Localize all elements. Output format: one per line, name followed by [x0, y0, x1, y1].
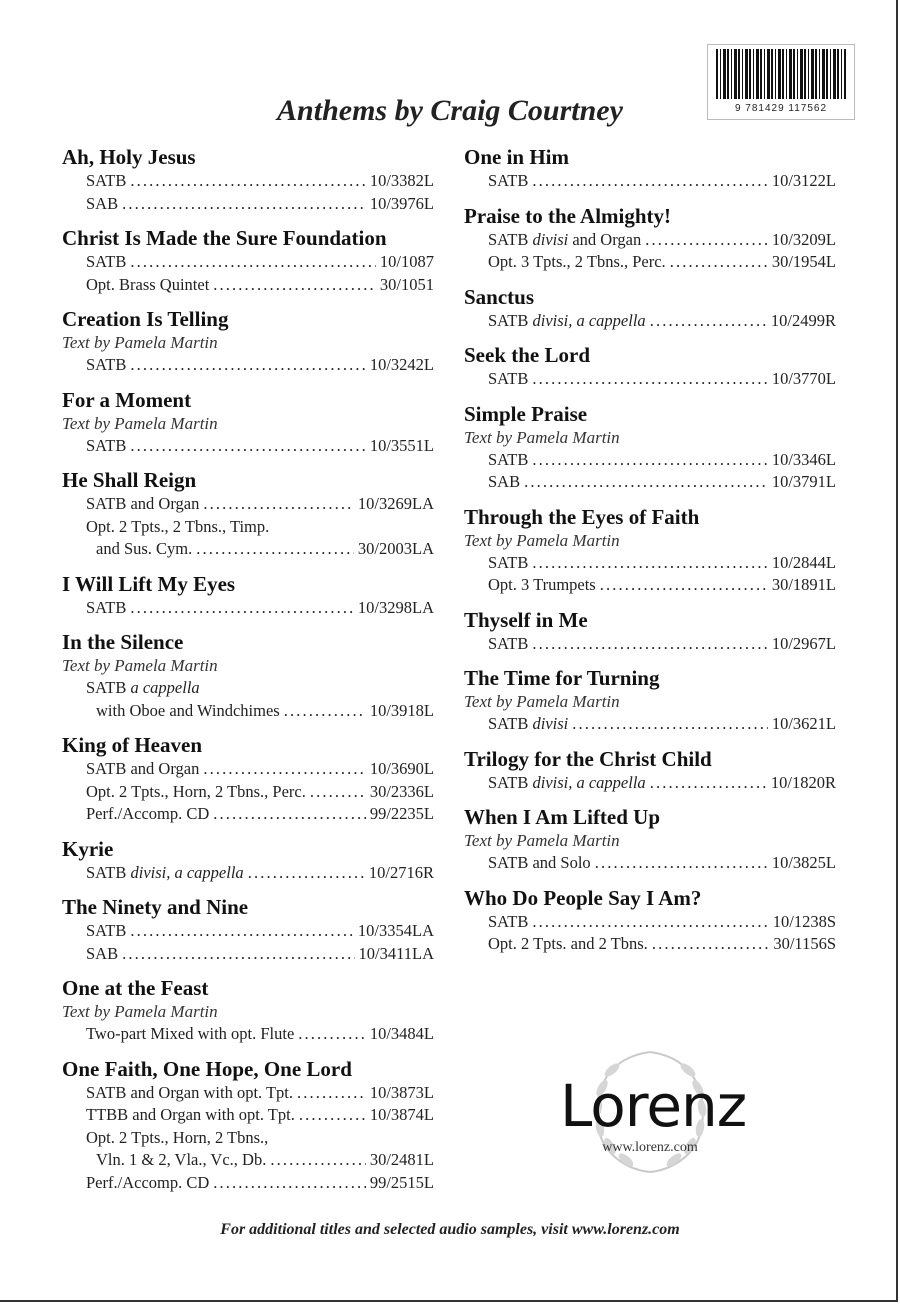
voicing-line [62, 170, 434, 193]
catalog-number: 10/2967L [771, 633, 836, 653]
logo-url: www.lorenz.com [602, 1140, 698, 1155]
voicing-text: Two-part Mixed with opt. Flute [86, 1024, 295, 1043]
voicing-line [62, 597, 434, 620]
anthem-entry [464, 885, 836, 956]
voicing-label [86, 354, 126, 377]
voicing-text: SATB [86, 597, 127, 617]
dot-leader [532, 368, 767, 391]
anthem-title: King of Heaven [62, 733, 202, 757]
anthem-title: Kyrie [62, 836, 114, 861]
catalog-number: 10/3209L [771, 229, 836, 249]
voicing-text: SATB [86, 435, 127, 455]
voicing-line [62, 354, 434, 377]
anthem-entry [62, 467, 434, 561]
anthem-entry [62, 387, 434, 458]
voicing-label [86, 597, 126, 620]
dot-leader [248, 862, 365, 885]
voicing-label [96, 700, 280, 723]
voicing-line [62, 274, 434, 297]
dot-leader [532, 552, 767, 575]
anthem-title: One at the Feast [62, 976, 209, 1000]
voicing-label [86, 1127, 268, 1150]
text-credit: Text by Pamela Martin [464, 831, 620, 850]
voicing-line [464, 251, 836, 274]
catalog-number: 10/1820R [770, 772, 836, 792]
voicing-text: SATB [86, 862, 131, 882]
catalog-number: 10/3484L [369, 1024, 434, 1043]
catalog-number: 30/1051 [379, 274, 434, 294]
voicing-line [464, 471, 836, 494]
dot-leader [532, 911, 768, 934]
voicing-text: SATB [488, 772, 533, 792]
catalog-number: 99/2235L [369, 804, 434, 823]
voicing-line [62, 1104, 434, 1127]
voicing-text: and Sus. Cym. [96, 539, 193, 558]
voicing-text: Perf./Accomp. CD [86, 804, 210, 823]
voicing-italic: divisi, a cappella [130, 862, 244, 882]
anthem-entry [464, 607, 836, 656]
voicing-text: SATB and Organ with opt. Tpt. [86, 1082, 294, 1102]
voicing-line [62, 862, 434, 885]
anthem-title: The Ninety and Nine [62, 895, 249, 919]
dot-leader [213, 803, 366, 826]
anthem-title: For a Moment [62, 387, 192, 412]
catalog-number: 10/3242L [369, 355, 434, 374]
voicing-line [62, 1023, 434, 1046]
anthem-entry [62, 629, 434, 722]
voicing-line [464, 713, 836, 736]
voicing-line [62, 700, 434, 723]
right-column [464, 144, 836, 966]
voicing-line [62, 758, 434, 781]
voicing-label [86, 803, 209, 826]
voicing-label [86, 193, 118, 216]
dot-leader [532, 633, 767, 656]
voicing-text-after: and Organ [568, 229, 642, 249]
catalog-number: 10/3791L [771, 472, 836, 491]
voicing-text: SATB [86, 252, 127, 271]
anthem-title: Praise to the Almighty! [464, 203, 672, 228]
catalog-number: 10/3269LA [357, 494, 434, 513]
anthem-entry [464, 804, 836, 875]
voicing-text: Opt. 2 Tpts., 2 Tbns., Timp. [86, 516, 270, 536]
voicing-line [62, 435, 434, 458]
catalog-number: 30/1954L [771, 252, 836, 271]
dot-leader [310, 781, 366, 804]
voicing-label [488, 449, 528, 472]
voicing-label [86, 1104, 295, 1127]
anthem-title: Who Do People Say I Am? [464, 885, 702, 910]
anthem-entry [464, 504, 836, 597]
voicing-label [86, 1023, 294, 1046]
anthem-entry [464, 203, 836, 274]
voicing-text: SATB and Organ [86, 759, 200, 778]
anthem-title: One Faith, One Hope, One Lord [62, 1056, 352, 1081]
voicing-line [464, 170, 836, 193]
anthem-title: In the Silence [62, 630, 184, 654]
anthem-entry [62, 1056, 434, 1195]
voicing-label [488, 933, 648, 956]
dot-leader [600, 574, 768, 597]
catalog-number: 10/3346L [771, 449, 836, 469]
catalog-number: 10/3122L [771, 171, 836, 190]
voicing-text: Opt. 3 Tpts., 2 Tbns., Perc. [488, 252, 666, 271]
dot-leader [203, 493, 354, 516]
anthem-entry [464, 342, 836, 391]
text-credit: Text by Pamela Martin [464, 530, 620, 550]
voicing-label [488, 251, 666, 274]
anthem-title: Simple Praise [464, 401, 588, 426]
catalog-number: 10/3298LA [357, 597, 434, 617]
dot-leader [203, 758, 365, 781]
voicing-label [96, 538, 192, 561]
catalog-number: 10/2716R [368, 862, 434, 882]
dot-leader [297, 1082, 366, 1105]
dot-leader [122, 193, 366, 216]
voicing-line [62, 251, 434, 274]
voicing-line [464, 633, 836, 656]
anthem-entry [62, 836, 434, 885]
catalog-number: 10/3874L [369, 1105, 434, 1124]
dot-leader [652, 933, 770, 956]
catalog-number: 10/3551L [369, 435, 434, 455]
anthem-entry [62, 144, 434, 215]
voicing-label [488, 552, 528, 575]
catalog-number: 10/3354LA [357, 921, 434, 940]
dot-leader [532, 449, 767, 472]
voicing-text: SAB [86, 193, 119, 213]
voicing-text: Perf./Accomp. CD [86, 1172, 210, 1192]
catalog-number: 10/1238S [772, 911, 836, 931]
anthem-title: One in Him [464, 145, 570, 169]
anthem-title: Trilogy for the Christ Child [464, 746, 712, 771]
voicing-text: SATB [488, 449, 529, 469]
anthem-title: Through the Eyes of Faith [464, 504, 700, 529]
catalog-number: 10/3382L [369, 171, 434, 190]
voicing-text: SATB [488, 911, 529, 931]
voicing-italic: divisi [532, 714, 569, 733]
dot-leader [270, 1149, 365, 1172]
dot-leader [595, 852, 768, 875]
dot-leader [122, 943, 354, 966]
dot-leader [524, 471, 768, 494]
voicing-label [488, 368, 528, 391]
voicing-label [86, 435, 126, 458]
text-credit: Text by Pamela Martin [62, 413, 218, 433]
voicing-label [488, 713, 568, 736]
catalog-number: 10/3976L [369, 193, 434, 213]
anthem-title: He Shall Reign [62, 468, 197, 492]
voicing-line [464, 911, 836, 934]
voicing-text: TTBB and Organ with opt. Tpt. [86, 1105, 295, 1124]
barcode-bars [716, 49, 846, 99]
dot-leader [130, 920, 354, 943]
voicing-line [62, 538, 434, 561]
voicing-label [86, 862, 244, 885]
voicing-line [464, 368, 836, 391]
anthem-entry [464, 144, 836, 193]
anthem-title: Ah, Holy Jesus [62, 145, 196, 169]
dot-leader [130, 354, 365, 377]
voicing-text: SATB [488, 633, 529, 653]
lorenz-logo [560, 1040, 747, 1180]
voicing-line [62, 677, 434, 700]
dot-leader [645, 229, 768, 252]
voicing-text: SATB [86, 678, 131, 697]
dot-leader [130, 251, 376, 274]
dot-leader [284, 700, 366, 723]
anthem-title: When I Am Lifted Up [464, 805, 661, 829]
catalog-number: 10/1087 [379, 252, 434, 271]
voicing-text: Opt. 2 Tpts. and 2 Tbns. [488, 934, 648, 953]
voicing-text: Opt. 2 Tpts., Horn, 2 Tbns., [86, 1127, 269, 1147]
anthem-title: Creation Is Telling [62, 307, 229, 331]
voicing-text: Opt. 2 Tpts., Horn, 2 Tbns., Perc. [86, 781, 306, 801]
catalog-number: 10/2844L [771, 552, 836, 572]
text-credit: Text by Pamela Martin [62, 333, 218, 352]
voicing-label [86, 920, 126, 943]
catalog-number: 10/3825L [771, 853, 836, 872]
voicing-text: SATB [488, 369, 529, 388]
catalog-number: 30/1891L [771, 575, 836, 594]
anthem-entry [62, 894, 434, 965]
voicing-text: SATB [86, 171, 127, 190]
voicing-text: SAB [86, 943, 119, 963]
text-credit: Text by Pamela Martin [464, 692, 620, 711]
voicing-label [86, 1082, 293, 1105]
dot-leader [650, 310, 767, 333]
catalog-number: 30/2481L [369, 1150, 434, 1169]
anthem-title: Christ Is Made the Sure Foundation [62, 226, 387, 250]
dot-leader [213, 1172, 366, 1195]
voicing-line [464, 310, 836, 333]
anthem-entry [62, 571, 434, 620]
text-credit: Text by Pamela Martin [62, 1002, 218, 1021]
voicing-line [464, 449, 836, 472]
voicing-text: SATB [86, 921, 127, 940]
catalog-number: 10/2499R [770, 310, 836, 330]
text-credit: Text by Pamela Martin [62, 656, 218, 675]
voicing-label [488, 471, 520, 494]
catalog-number: 10/3690L [369, 759, 434, 778]
voicing-line [62, 516, 434, 539]
voicing-label [96, 1149, 266, 1172]
voicing-line [62, 781, 434, 804]
catalog-number: 10/3411LA [358, 943, 434, 963]
logo-wordmark: Lorenz [560, 1072, 747, 1140]
dot-leader [130, 170, 365, 193]
voicing-line [62, 1082, 434, 1105]
anthem-entry [62, 732, 434, 826]
dot-leader [298, 1023, 366, 1046]
voicing-line [62, 943, 434, 966]
voicing-line [464, 852, 836, 875]
page-title: Anthems by Craig Courtney [277, 94, 623, 127]
anthem-title: Sanctus [464, 284, 535, 309]
anthem-title: Thyself in Me [464, 607, 588, 632]
catalog-number: 99/2515L [369, 1172, 434, 1192]
voicing-text: Vln. 1 & 2, Vla., Vc., Db. [96, 1150, 267, 1169]
voicing-label [488, 911, 528, 934]
voicing-label [86, 516, 269, 539]
anthem-entry [464, 746, 836, 795]
voicing-line [464, 933, 836, 956]
footer-note: For additional titles and selected audio samples, visit www.lorenz.com [220, 1221, 680, 1238]
voicing-text: SATB [488, 229, 533, 249]
anthem-entry [464, 284, 836, 333]
voicing-line [464, 552, 836, 575]
catalog-number: 30/2336L [369, 781, 434, 801]
voicing-italic: divisi [532, 229, 569, 249]
voicing-line [62, 493, 434, 516]
dot-leader [196, 538, 354, 561]
text-credit: Text by Pamela Martin [464, 427, 620, 447]
barcode-digits: 9 781429 117562 [734, 103, 828, 114]
voicing-label [86, 170, 126, 193]
voicing-line [464, 574, 836, 597]
catalog-number: 10/3770L [771, 369, 836, 388]
voicing-text: SATB [488, 171, 529, 190]
catalog-number: 30/2003LA [357, 539, 434, 558]
voicing-label [86, 1172, 209, 1195]
voicing-line [464, 772, 836, 795]
voicing-line [62, 803, 434, 826]
voicing-label [488, 310, 646, 333]
dot-leader [650, 772, 767, 795]
voicing-label [86, 677, 200, 700]
voicing-label [86, 493, 199, 516]
voicing-text: SAB [488, 472, 521, 491]
voicing-italic: divisi, a cappella [532, 310, 646, 330]
voicing-label [488, 170, 528, 193]
voicing-line [62, 1149, 434, 1172]
catalog-number: 10/3918L [369, 700, 434, 720]
voicing-text: SATB [86, 355, 127, 374]
voicing-line [62, 193, 434, 216]
voicing-italic: a cappella [130, 678, 200, 697]
voicing-label [86, 274, 209, 297]
voicing-label [86, 781, 306, 804]
voicing-text: Opt. Brass Quintet [86, 274, 210, 294]
voicing-label [488, 574, 596, 597]
voicing-line [62, 1127, 434, 1150]
voicing-text: Opt. 3 Trumpets [488, 575, 596, 594]
anthem-entry [62, 975, 434, 1046]
anthem-entry [464, 401, 836, 494]
dot-leader [532, 170, 767, 193]
voicing-label [488, 772, 646, 795]
voicing-line [62, 920, 434, 943]
voicing-text: SATB and Organ [86, 494, 200, 513]
catalog-number: 10/3873L [369, 1082, 434, 1102]
voicing-label [86, 943, 118, 966]
anthem-title: The Time for Turning [464, 666, 660, 690]
anthem-entry [62, 306, 434, 377]
dot-leader [572, 713, 768, 736]
voicing-label [86, 251, 126, 274]
voicing-line [464, 229, 836, 252]
voicing-label [86, 758, 199, 781]
voicing-text: SATB [488, 714, 533, 733]
left-column [62, 144, 434, 1204]
anthem-title: I Will Lift My Eyes [62, 571, 236, 596]
anthem-entry [464, 665, 836, 736]
voicing-text: SATB [488, 310, 533, 330]
dot-leader [299, 1104, 366, 1127]
anthem-title: Seek the Lord [464, 343, 590, 367]
anthem-entry [62, 225, 434, 296]
voicing-line [62, 1172, 434, 1195]
dot-leader [213, 274, 376, 297]
voicing-label [488, 633, 528, 656]
dot-leader [670, 251, 768, 274]
catalog-number: 10/3621L [771, 714, 836, 733]
voicing-italic: divisi, a cappella [532, 772, 646, 792]
dot-leader [130, 435, 365, 458]
voicing-text: SATB and Solo [488, 853, 591, 872]
catalog-number: 30/1156S [773, 934, 836, 953]
voicing-text: SATB [488, 552, 529, 572]
voicing-label [488, 852, 591, 875]
voicing-text: with Oboe and Windchimes [96, 700, 280, 720]
dot-leader [130, 597, 354, 620]
voicing-label [488, 229, 641, 252]
